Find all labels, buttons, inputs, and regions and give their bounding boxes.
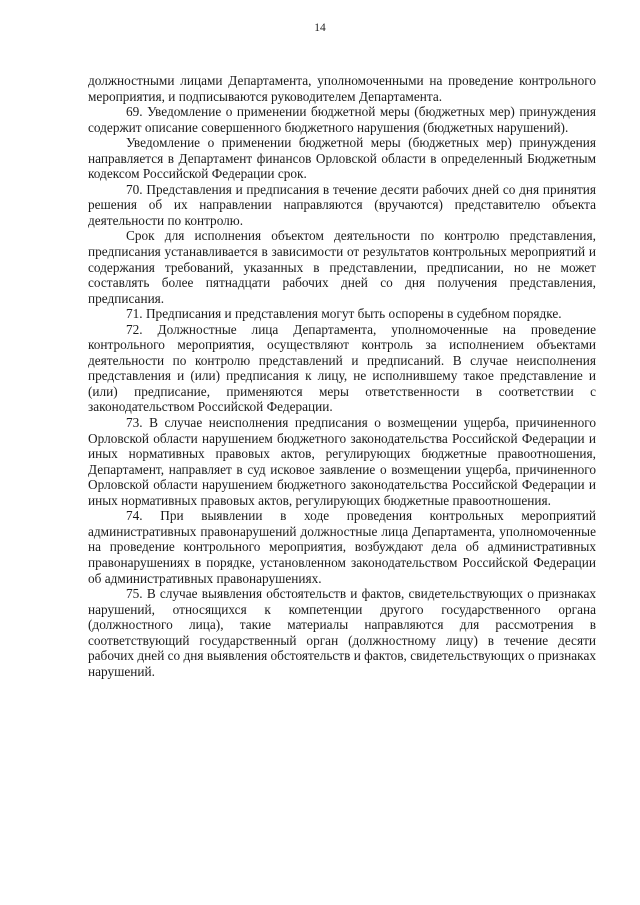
- paragraph-70-deadline: Срок для исполнения объектом деятельности по контролю представления, предписания устанавливается в зависимости от результатов контрольных мероприятий и содержания требований, указанных в представлении, предписании, но не может составлять более пятнадцати рабочих дней со дня получения представления, предписания.: [88, 228, 596, 306]
- paragraph-72: 72. Должностные лица Департамента, уполномоченные на проведение контрольного мероприятия, осуществляют контроль за исполнением объектами деятельности по контролю представлений и предписаний. В случае неисполнения представления и (или) предписания к лицу, не исполнившему такое представление и (или) предписание, применяются меры ответственности в соответствии с законодательством Российской Федерации.: [88, 321, 596, 415]
- paragraph-continuation: должностными лицами Департамента, уполномоченными на проведение контрольного мероприятия, и подписываются руководителем Департамента.: [88, 73, 596, 104]
- page-number: 14: [314, 22, 326, 34]
- paragraph-70: 70. Представления и предписания в течение десяти рабочих дней со дня принятия решения об их направлении направляются (вручаются) представителю объекта деятельности по контролю.: [88, 181, 596, 228]
- paragraph-73: 73. В случае неисполнения предписания о возмещении ущерба, причиненного Орловской области нарушением бюджетного законодательства Российской Федерации и иных нормативных правовых актов, регулирующих бюджетные правоотношения, Департамент, направляет в суд исковое заявление о возмещении ущерба, причиненного Орловской области нарушением бюджетного законодательства Российской Федерации и иных нормативных правовых актов, регулирующих бюджетные правоотношения.: [88, 415, 596, 508]
- paragraph-71: 71. Предписания и представления могут быть оспорены в судебном порядке.: [126, 306, 562, 322]
- paragraph-75: 75. В случае выявления обстоятельств и фактов, свидетельствующих о признаках нарушений, относящихся к компетенции другого государственного органа (должностного лица), такие материалы направляются для рассмотрения в соответствующий государственный орган (должностному лицу) в течение десяти рабочих дней со дня выявления обстоятельств и фактов, свидетельствующих о признаках нарушений.: [88, 586, 596, 679]
- paragraph-69: 69. Уведомление о применении бюджетной меры (бюджетных мер) принуждения содержит описание совершенного бюджетного нарушения (бюджетных нарушений).: [88, 104, 596, 135]
- document-body: [88, 73, 596, 679]
- paragraph-74: 74. При выявлении в ходе проведения контрольных мероприятий административных правонарушений должностные лица Департамента, уполномоченные на проведение контрольного мероприятия, возбуждают дела об административных правонарушениях в порядке, установленном законодательством Российской Федерации об административных правонарушениях.: [88, 508, 596, 586]
- paragraph-69-notice: Уведомление о применении бюджетной меры (бюджетных мер) принуждения направляется в Департамент финансов Орловской области в определенный Бюджетным кодексом Российской Федерации срок.: [88, 135, 596, 182]
